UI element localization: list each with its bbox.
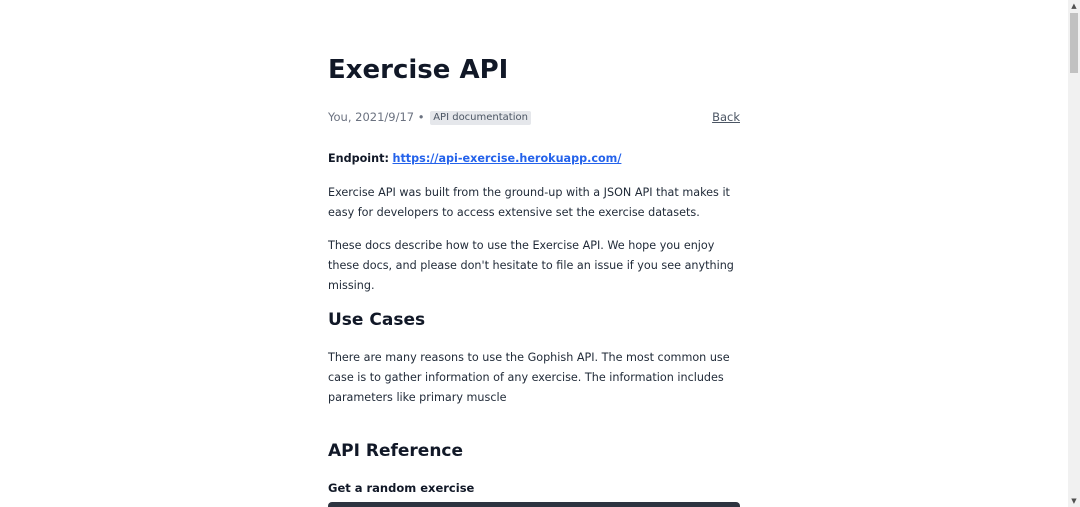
use-cases-heading: Use Cases — [328, 310, 426, 330]
page-title: Exercise API — [328, 55, 509, 85]
intro-paragraph: Exercise API was built from the ground-up with a JSON API that makes it easy for developers to access extensive set the exercise datasets. — [328, 186, 730, 219]
docs-paragraph: These docs describe how to use the Exercise API. We hope you enjoy these docs, and please don't hesitate to file an issue if you see anything missing. — [328, 239, 734, 292]
scroll-up-icon[interactable]: ▲ — [1071, 2, 1077, 10]
meta-separator: • — [417, 110, 425, 124]
endpoint-link[interactable]: https://api-exercise.herokuapp.com/ — [392, 152, 622, 165]
code-block — [328, 502, 740, 507]
author-date: You, 2021/9/17 — [328, 110, 415, 124]
api-reference-heading: API Reference — [328, 441, 464, 461]
endpoint-line — [328, 149, 740, 169]
use-cases-paragraph: There are many reasons to use the Gophish API. The most common use case is to gather information of any exercise. The information includes parameters like primary muscle — [328, 351, 730, 404]
endpoint-label: Endpoint: — [328, 152, 389, 165]
back-link[interactable]: Back — [712, 110, 740, 124]
tag-badge[interactable]: API documentation — [430, 111, 531, 125]
random-exercise-subheading: Get a random exercise — [328, 481, 475, 495]
scroll-down-icon[interactable]: ▼ — [1071, 497, 1077, 505]
vertical-scrollbar[interactable] — [1068, 0, 1080, 507]
post-meta — [328, 108, 740, 126]
scrollbar-thumb[interactable] — [1070, 13, 1078, 73]
